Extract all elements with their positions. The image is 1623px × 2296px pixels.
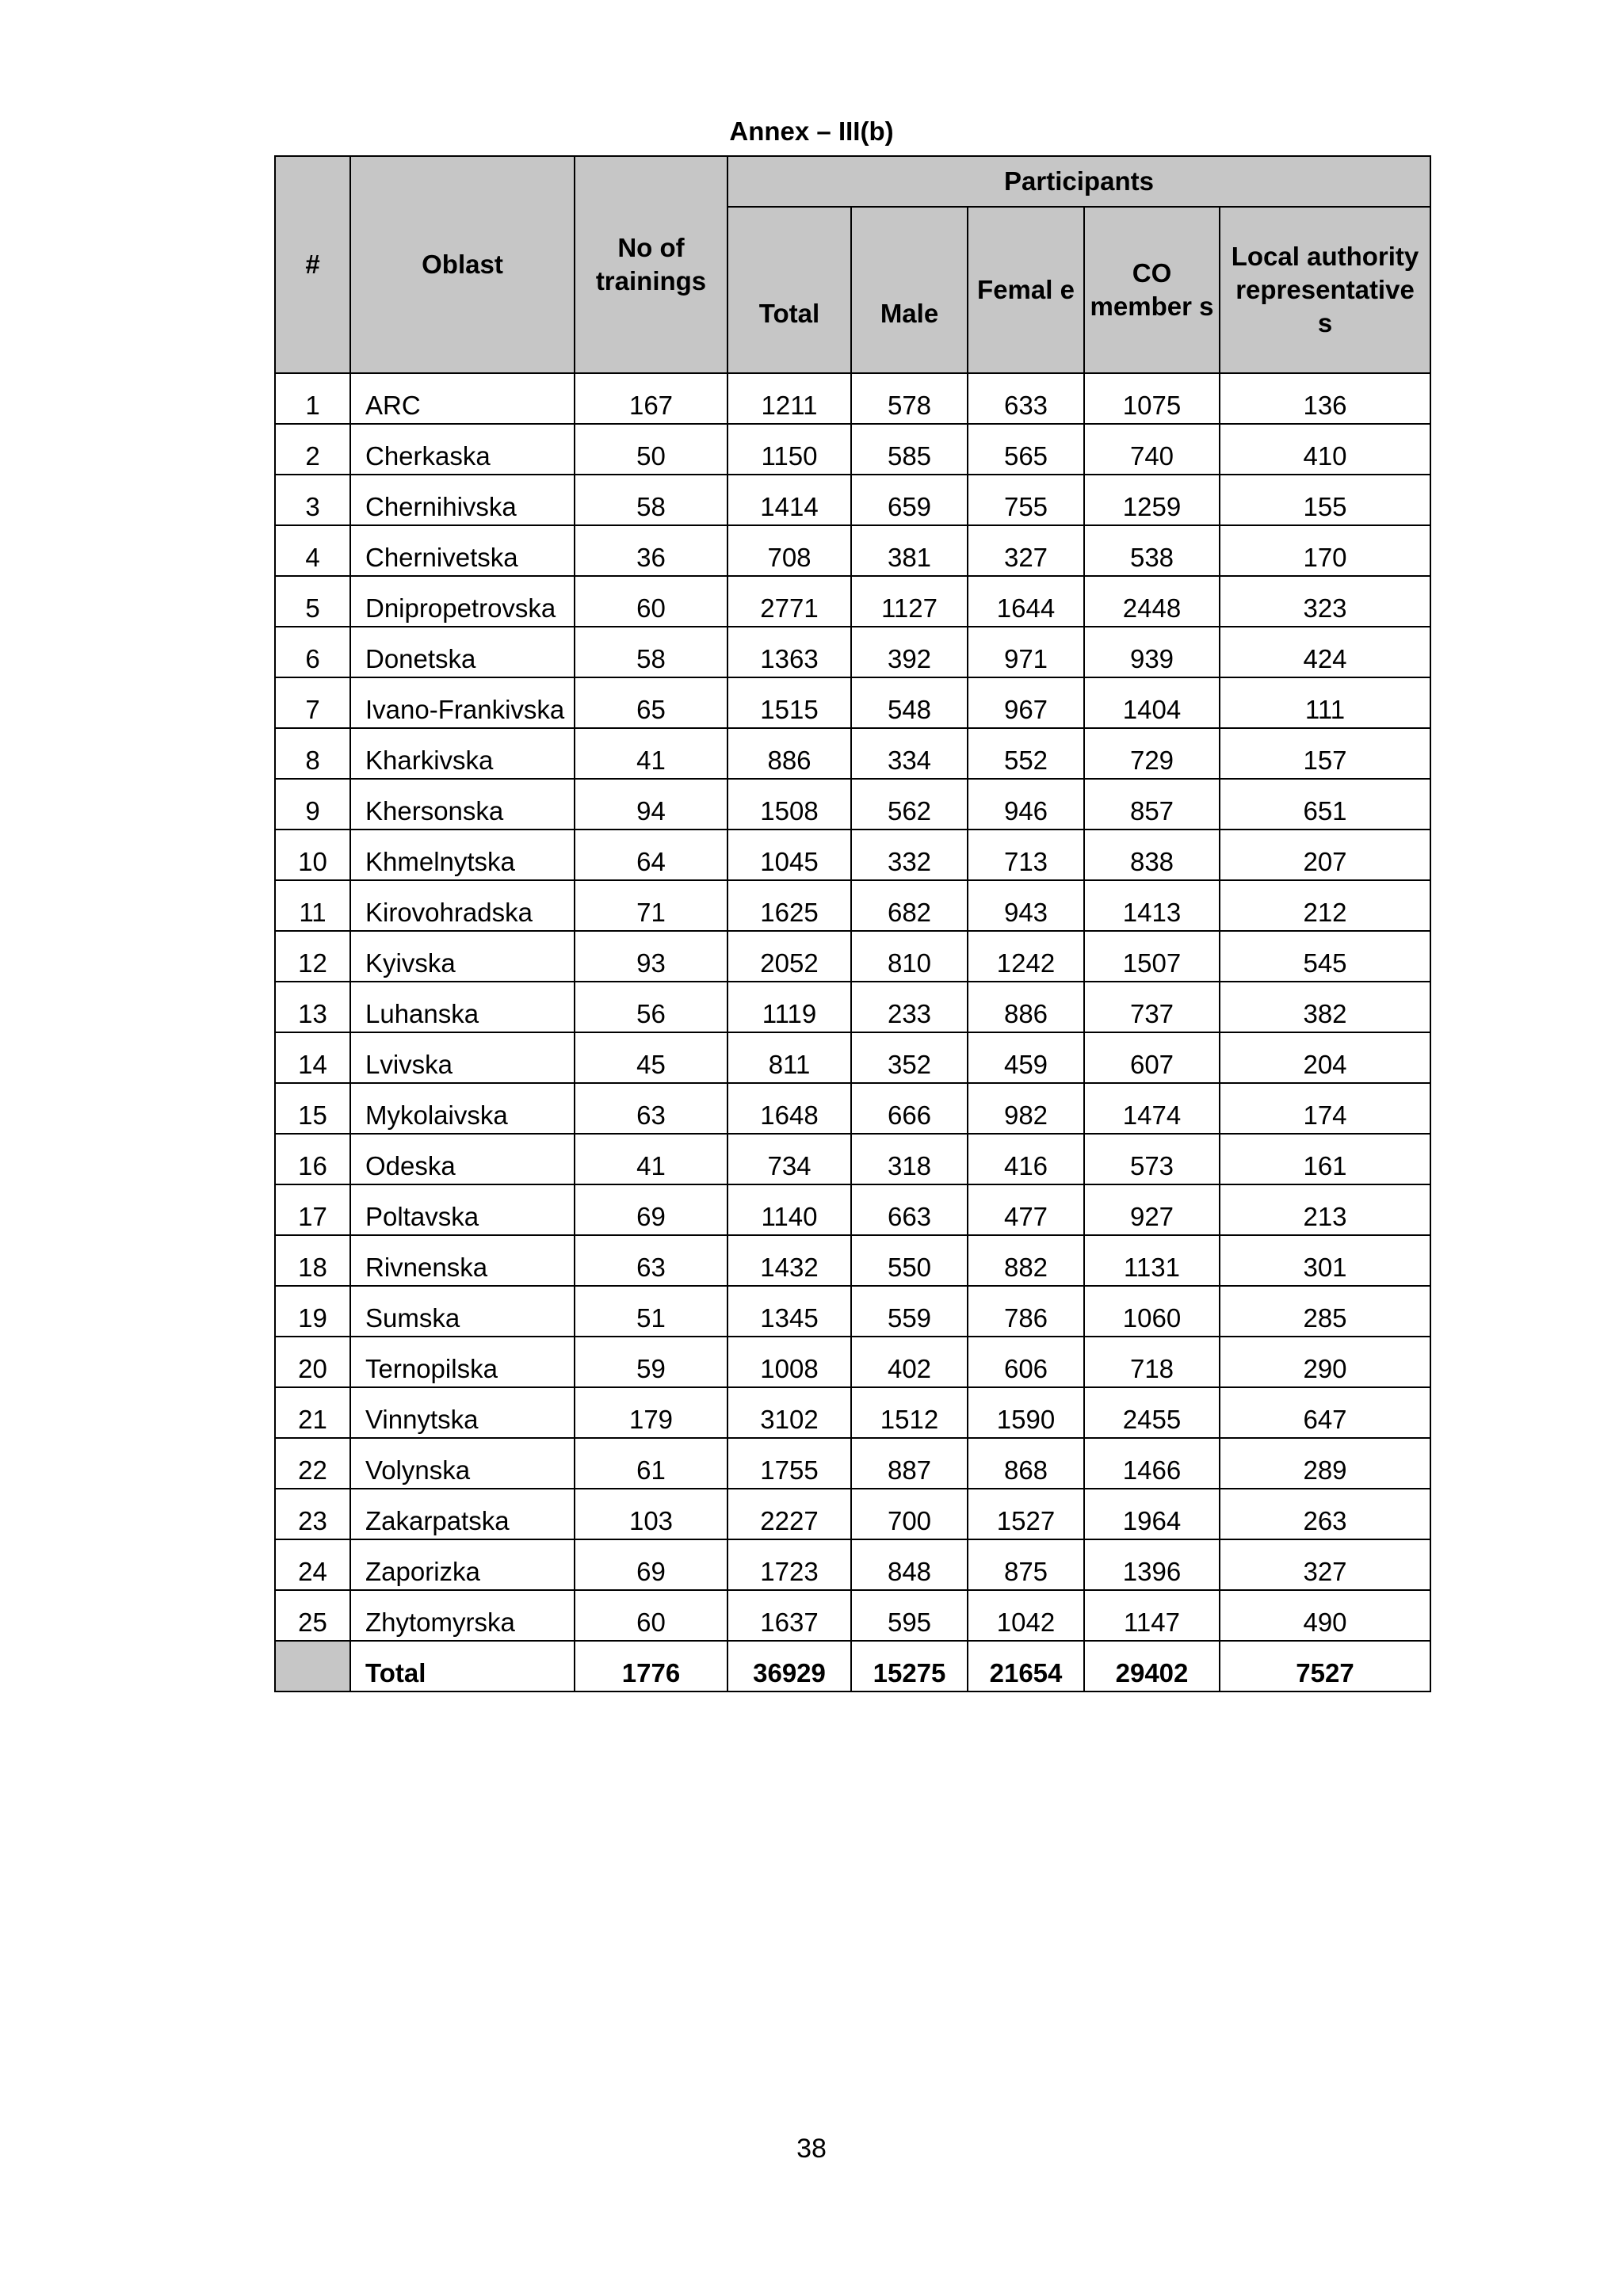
cell-local-authority: 323 (1220, 576, 1430, 627)
cell-oblast: Khersonska (350, 779, 575, 830)
totals-row (275, 1641, 1430, 1691)
cell-trainings: 64 (575, 830, 727, 880)
cell-local-authority: 410 (1220, 424, 1430, 475)
table-row (275, 1134, 1430, 1184)
cell-total: 811 (727, 1032, 851, 1083)
cell-trainings: 50 (575, 424, 727, 475)
cell-oblast: Ivano-Frankivska (350, 677, 575, 728)
table-row (275, 880, 1430, 931)
cell-female: 416 (968, 1134, 1084, 1184)
cell-local-authority: 212 (1220, 880, 1430, 931)
cell-trainings: 41 (575, 1134, 727, 1184)
cell-oblast: Ternopilska (350, 1337, 575, 1387)
cell-total: 1414 (727, 475, 851, 525)
cell-oblast: Zakarpatska (350, 1489, 575, 1539)
cell-male: 578 (851, 373, 968, 424)
cell-female: 606 (968, 1337, 1084, 1387)
cell-total: 1625 (727, 880, 851, 931)
cell-oblast: Zhytomyrska (350, 1590, 575, 1641)
cell-total: 1648 (727, 1083, 851, 1134)
cell-female: 1644 (968, 576, 1084, 627)
table-row (275, 1387, 1430, 1438)
cell-oblast: Zaporizka (350, 1539, 575, 1590)
table-row (275, 830, 1430, 880)
cell-oblast: Lvivska (350, 1032, 575, 1083)
cell-num: 2 (275, 424, 350, 475)
cell-male: 887 (851, 1438, 968, 1489)
cell-male: 1127 (851, 576, 968, 627)
cell-num: 21 (275, 1387, 350, 1438)
cell-oblast: Cherkaska (350, 424, 575, 475)
cell-num: 18 (275, 1235, 350, 1286)
cell-co-members: 2455 (1084, 1387, 1220, 1438)
totals-num-cell (275, 1641, 350, 1691)
cell-local-authority: 155 (1220, 475, 1430, 525)
cell-oblast: Kirovohradska (350, 880, 575, 931)
cell-female: 971 (968, 627, 1084, 677)
cell-local-authority: 647 (1220, 1387, 1430, 1438)
totals-total: 36929 (727, 1641, 851, 1691)
cell-female: 1242 (968, 931, 1084, 982)
cell-oblast: Dnipropetrovska (350, 576, 575, 627)
cell-co-members: 939 (1084, 627, 1220, 677)
cell-oblast: Volynska (350, 1438, 575, 1489)
cell-female: 943 (968, 880, 1084, 931)
cell-total: 1008 (727, 1337, 851, 1387)
cell-total: 2052 (727, 931, 851, 982)
cell-female: 868 (968, 1438, 1084, 1489)
cell-female: 967 (968, 677, 1084, 728)
cell-trainings: 58 (575, 475, 727, 525)
cell-num: 7 (275, 677, 350, 728)
cell-co-members: 1147 (1084, 1590, 1220, 1641)
cell-total: 1150 (727, 424, 851, 475)
totals-co-members: 29402 (1084, 1641, 1220, 1691)
cell-local-authority: 161 (1220, 1134, 1430, 1184)
totals-label: Total (350, 1641, 575, 1691)
cell-co-members: 729 (1084, 728, 1220, 779)
cell-local-authority: 213 (1220, 1184, 1430, 1235)
header-co-members: CO member s (1084, 207, 1220, 373)
cell-female: 1527 (968, 1489, 1084, 1539)
cell-num: 24 (275, 1539, 350, 1590)
table-row (275, 525, 1430, 576)
cell-num: 23 (275, 1489, 350, 1539)
cell-num: 1 (275, 373, 350, 424)
cell-num: 14 (275, 1032, 350, 1083)
cell-trainings: 69 (575, 1184, 727, 1235)
cell-trainings: 56 (575, 982, 727, 1032)
cell-male: 682 (851, 880, 968, 931)
cell-female: 1590 (968, 1387, 1084, 1438)
table-row (275, 779, 1430, 830)
cell-trainings: 179 (575, 1387, 727, 1438)
cell-oblast: Kharkivska (350, 728, 575, 779)
cell-female: 477 (968, 1184, 1084, 1235)
cell-male: 402 (851, 1337, 968, 1387)
cell-total: 3102 (727, 1387, 851, 1438)
cell-trainings: 65 (575, 677, 727, 728)
cell-oblast: Kyivska (350, 931, 575, 982)
cell-total: 1755 (727, 1438, 851, 1489)
cell-female: 875 (968, 1539, 1084, 1590)
cell-trainings: 63 (575, 1235, 727, 1286)
cell-oblast: Mykolaivska (350, 1083, 575, 1134)
table-row (275, 1083, 1430, 1134)
table-row (275, 1286, 1430, 1337)
cell-oblast: Chernivetska (350, 525, 575, 576)
cell-oblast: Odeska (350, 1134, 575, 1184)
cell-oblast: Luhanska (350, 982, 575, 1032)
cell-oblast: Vinnytska (350, 1387, 575, 1438)
cell-co-members: 737 (1084, 982, 1220, 1032)
table-row (275, 1235, 1430, 1286)
cell-male: 381 (851, 525, 968, 576)
cell-local-authority: 290 (1220, 1337, 1430, 1387)
cell-male: 550 (851, 1235, 968, 1286)
table-row (275, 1032, 1430, 1083)
cell-total: 1211 (727, 373, 851, 424)
cell-male: 332 (851, 830, 968, 880)
table-body (275, 373, 1430, 1691)
cell-oblast: Rivnenska (350, 1235, 575, 1286)
cell-male: 585 (851, 424, 968, 475)
cell-num: 11 (275, 880, 350, 931)
cell-oblast: Khmelnytska (350, 830, 575, 880)
cell-female: 633 (968, 373, 1084, 424)
cell-total: 1515 (727, 677, 851, 728)
table-row (275, 931, 1430, 982)
cell-local-authority: 545 (1220, 931, 1430, 982)
cell-num: 10 (275, 830, 350, 880)
cell-local-authority: 285 (1220, 1286, 1430, 1337)
cell-num: 13 (275, 982, 350, 1032)
cell-num: 4 (275, 525, 350, 576)
totals-female: 21654 (968, 1641, 1084, 1691)
cell-total: 886 (727, 728, 851, 779)
cell-trainings: 63 (575, 1083, 727, 1134)
cell-local-authority: 327 (1220, 1539, 1430, 1590)
cell-num: 19 (275, 1286, 350, 1337)
cell-total: 1119 (727, 982, 851, 1032)
cell-female: 327 (968, 525, 1084, 576)
cell-trainings: 51 (575, 1286, 727, 1337)
header-female: Femal e (968, 207, 1084, 373)
cell-oblast: Donetska (350, 627, 575, 677)
cell-male: 233 (851, 982, 968, 1032)
totals-male: 15275 (851, 1641, 968, 1691)
cell-co-members: 1507 (1084, 931, 1220, 982)
cell-total: 708 (727, 525, 851, 576)
header-participants: Participants (727, 156, 1430, 207)
cell-total: 1723 (727, 1539, 851, 1590)
cell-male: 352 (851, 1032, 968, 1083)
cell-trainings: 58 (575, 627, 727, 677)
cell-co-members: 1060 (1084, 1286, 1220, 1337)
training-participants-table (274, 155, 1431, 1692)
cell-local-authority: 651 (1220, 779, 1430, 830)
cell-num: 15 (275, 1083, 350, 1134)
table-row (275, 424, 1430, 475)
cell-num: 16 (275, 1134, 350, 1184)
cell-co-members: 538 (1084, 525, 1220, 576)
cell-female: 713 (968, 830, 1084, 880)
cell-co-members: 1964 (1084, 1489, 1220, 1539)
cell-num: 17 (275, 1184, 350, 1235)
cell-male: 559 (851, 1286, 968, 1337)
cell-trainings: 61 (575, 1438, 727, 1489)
cell-local-authority: 424 (1220, 627, 1430, 677)
cell-female: 1042 (968, 1590, 1084, 1641)
cell-num: 5 (275, 576, 350, 627)
cell-oblast: Poltavska (350, 1184, 575, 1235)
cell-female: 882 (968, 1235, 1084, 1286)
cell-oblast: ARC (350, 373, 575, 424)
cell-male: 392 (851, 627, 968, 677)
cell-trainings: 103 (575, 1489, 727, 1539)
header-oblast: Oblast (350, 156, 575, 373)
cell-male: 810 (851, 931, 968, 982)
cell-co-members: 573 (1084, 1134, 1220, 1184)
cell-female: 786 (968, 1286, 1084, 1337)
cell-trainings: 93 (575, 931, 727, 982)
cell-local-authority: 382 (1220, 982, 1430, 1032)
cell-trainings: 71 (575, 880, 727, 931)
table-row (275, 1184, 1430, 1235)
header-num: # (275, 156, 350, 373)
cell-female: 552 (968, 728, 1084, 779)
cell-num: 8 (275, 728, 350, 779)
cell-co-members: 718 (1084, 1337, 1220, 1387)
cell-male: 700 (851, 1489, 968, 1539)
cell-num: 9 (275, 779, 350, 830)
cell-co-members: 2448 (1084, 576, 1220, 627)
cell-local-authority: 157 (1220, 728, 1430, 779)
cell-local-authority: 111 (1220, 677, 1430, 728)
cell-male: 848 (851, 1539, 968, 1590)
table-row (275, 728, 1430, 779)
cell-female: 565 (968, 424, 1084, 475)
cell-total: 1637 (727, 1590, 851, 1641)
cell-trainings: 36 (575, 525, 727, 576)
cell-co-members: 1404 (1084, 677, 1220, 728)
cell-male: 562 (851, 779, 968, 830)
cell-local-authority: 174 (1220, 1083, 1430, 1134)
cell-total: 1363 (727, 627, 851, 677)
page-number: 38 (796, 2134, 827, 2164)
totals-trainings: 1776 (575, 1641, 727, 1691)
cell-total: 1045 (727, 830, 851, 880)
cell-total: 1508 (727, 779, 851, 830)
table-row (275, 576, 1430, 627)
cell-trainings: 59 (575, 1337, 727, 1387)
table-row (275, 982, 1430, 1032)
table-row (275, 1438, 1430, 1489)
cell-oblast: Sumska (350, 1286, 575, 1337)
cell-male: 1512 (851, 1387, 968, 1438)
cell-co-members: 607 (1084, 1032, 1220, 1083)
cell-total: 1140 (727, 1184, 851, 1235)
cell-co-members: 1474 (1084, 1083, 1220, 1134)
cell-male: 663 (851, 1184, 968, 1235)
cell-co-members: 838 (1084, 830, 1220, 880)
cell-co-members: 927 (1084, 1184, 1220, 1235)
cell-co-members: 857 (1084, 779, 1220, 830)
cell-female: 982 (968, 1083, 1084, 1134)
cell-co-members: 1075 (1084, 373, 1220, 424)
header-local-authority: Local authority representative s (1220, 207, 1430, 373)
totals-local-authority: 7527 (1220, 1641, 1430, 1691)
table-row (275, 373, 1430, 424)
cell-num: 6 (275, 627, 350, 677)
annex-title: Annex – III(b) (729, 116, 894, 146)
cell-male: 595 (851, 1590, 968, 1641)
cell-total: 734 (727, 1134, 851, 1184)
header-row-top (275, 156, 1430, 207)
cell-trainings: 45 (575, 1032, 727, 1083)
cell-female: 459 (968, 1032, 1084, 1083)
table-row (275, 1539, 1430, 1590)
table-row (275, 1590, 1430, 1641)
cell-co-members: 740 (1084, 424, 1220, 475)
cell-co-members: 1131 (1084, 1235, 1220, 1286)
header-male: Male (851, 207, 968, 373)
cell-male: 659 (851, 475, 968, 525)
cell-total: 1345 (727, 1286, 851, 1337)
table-row (275, 627, 1430, 677)
table-row (275, 475, 1430, 525)
cell-local-authority: 170 (1220, 525, 1430, 576)
cell-male: 666 (851, 1083, 968, 1134)
cell-female: 886 (968, 982, 1084, 1032)
cell-num: 25 (275, 1590, 350, 1641)
cell-co-members: 1259 (1084, 475, 1220, 525)
cell-total: 2227 (727, 1489, 851, 1539)
cell-male: 548 (851, 677, 968, 728)
cell-co-members: 1413 (1084, 880, 1220, 931)
cell-local-authority: 136 (1220, 373, 1430, 424)
cell-total: 1432 (727, 1235, 851, 1286)
cell-co-members: 1396 (1084, 1539, 1220, 1590)
cell-local-authority: 289 (1220, 1438, 1430, 1489)
cell-local-authority: 207 (1220, 830, 1430, 880)
cell-male: 334 (851, 728, 968, 779)
cell-female: 755 (968, 475, 1084, 525)
cell-oblast: Chernihivska (350, 475, 575, 525)
table-header (275, 156, 1430, 373)
cell-co-members: 1466 (1084, 1438, 1220, 1489)
cell-male: 318 (851, 1134, 968, 1184)
cell-local-authority: 204 (1220, 1032, 1430, 1083)
cell-trainings: 60 (575, 1590, 727, 1641)
table-row (275, 1489, 1430, 1539)
cell-local-authority: 263 (1220, 1489, 1430, 1539)
cell-num: 12 (275, 931, 350, 982)
cell-trainings: 167 (575, 373, 727, 424)
cell-trainings: 41 (575, 728, 727, 779)
cell-trainings: 60 (575, 576, 727, 627)
header-total: Total (727, 207, 851, 373)
cell-female: 946 (968, 779, 1084, 830)
cell-local-authority: 301 (1220, 1235, 1430, 1286)
cell-trainings: 69 (575, 1539, 727, 1590)
cell-num: 22 (275, 1438, 350, 1489)
cell-num: 20 (275, 1337, 350, 1387)
table-row (275, 677, 1430, 728)
header-trainings: No of trainings (575, 156, 727, 373)
cell-num: 3 (275, 475, 350, 525)
cell-trainings: 94 (575, 779, 727, 830)
cell-local-authority: 490 (1220, 1590, 1430, 1641)
table-row (275, 1337, 1430, 1387)
cell-total: 2771 (727, 576, 851, 627)
